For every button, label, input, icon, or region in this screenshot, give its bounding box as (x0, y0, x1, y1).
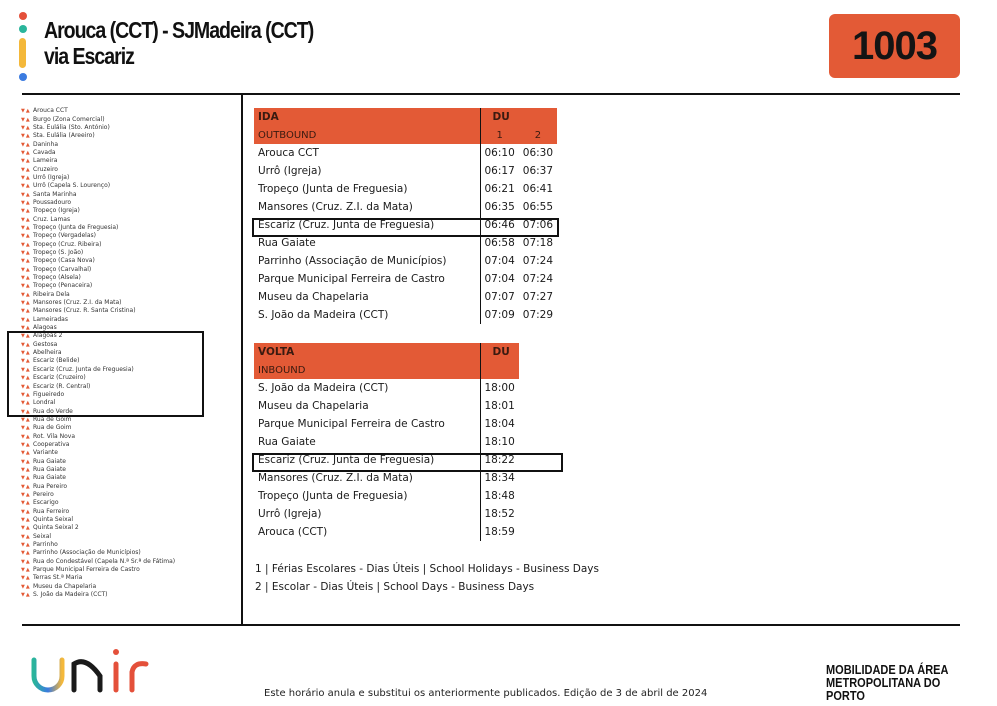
route-stop-item (21, 291, 231, 299)
amp-logo-line2: METROPOLITANA DO PORTO (826, 676, 941, 703)
direction-arrows-icon: ▼ ▲ (21, 391, 30, 398)
route-stop-item (21, 257, 231, 265)
direction-arrows-icon: ▼ ▲ (21, 183, 30, 190)
route-stop-label: Tropeço (Penaceira) (33, 282, 93, 290)
inbound-row (254, 379, 519, 397)
outbound-col2-label: 2 (519, 126, 557, 144)
direction-arrows-icon: ▼ ▲ (21, 375, 30, 382)
outbound-time-1: 07:07 (484, 291, 515, 303)
direction-arrows-icon: ▼ ▲ (21, 216, 30, 223)
direction-arrows-icon: ▼ ▲ (21, 158, 30, 165)
route-stop-item (21, 165, 231, 173)
route-stop-item (21, 549, 231, 557)
inbound-stop-name: Mansores (Cruz. Z.I. da Mata) (254, 469, 480, 487)
outbound-stop-name: Museu da Chapelaria (254, 288, 480, 306)
inbound-header-row (254, 343, 519, 361)
direction-arrows-icon: ▼ ▲ (21, 283, 30, 290)
route-stop-label: Rua Pereiro (33, 482, 68, 490)
route-stop-item (21, 591, 231, 599)
route-stop-label: Ribeira Dela (33, 290, 70, 298)
route-stop-label: Gestosa (33, 340, 58, 348)
direction-arrows-icon: ▼ ▲ (21, 141, 30, 148)
route-stop-label: Santa Marinha (33, 190, 77, 198)
direction-arrows-icon: ▼ ▲ (21, 542, 30, 549)
route-stop-label: Cruzeiro (33, 165, 58, 173)
route-stop-item (21, 441, 231, 449)
inbound-time-1: 18:48 (484, 490, 515, 502)
inbound-time-1: 18:01 (484, 400, 515, 412)
outbound-time-2: 07:27 (522, 291, 554, 303)
route-stop-label: Museu da Chapelaria (33, 582, 97, 590)
route-stop-item (21, 574, 231, 582)
route-stop-label: Parrinho (33, 541, 58, 549)
route-stop-label: Tropeço (Junta de Freguesia) (33, 223, 119, 231)
direction-arrows-icon: ▼ ▲ (21, 191, 30, 198)
route-title (44, 17, 313, 69)
direction-arrows-icon: ▼ ▲ (21, 208, 30, 215)
direction-arrows-icon: ▼ ▲ (21, 333, 30, 340)
inbound-stop-name: Urrô (Igreja) (254, 505, 480, 523)
route-stop-label: Cavada (33, 148, 56, 156)
route-stop-item (21, 124, 231, 132)
direction-arrows-icon: ▼ ▲ (21, 174, 30, 181)
brand-dots-icon (18, 12, 28, 82)
stops-highlight-box (7, 331, 204, 417)
route-stop-label: Cooperativa (33, 440, 70, 448)
direction-arrows-icon: ▼ ▲ (21, 149, 30, 156)
direction-arrows-icon: ▼ ▲ (21, 491, 30, 498)
direction-arrows-icon: ▼ ▲ (21, 250, 30, 257)
note-school-holidays: 1 | Férias Escolares - Dias Úteis | School Holidays - Business Days (255, 563, 599, 575)
outbound-row (254, 162, 557, 180)
route-stop-label: Parque Municipal Ferreira de Castro (33, 566, 140, 574)
route-stop-label: Rua de Goim (33, 415, 72, 423)
route-stop-label: S. João da Madeira (CCT) (33, 591, 108, 599)
route-stop-label: Londral (33, 399, 56, 407)
route-stop-item (21, 274, 231, 282)
outbound-row (254, 144, 557, 162)
route-stop-item (21, 566, 231, 574)
route-stop-label: Tropeço (Cruz. Ribeira) (33, 240, 102, 248)
direction-arrows-icon: ▼ ▲ (21, 567, 30, 574)
route-stop-label: Rua Gaiate (33, 457, 66, 465)
direction-arrows-icon: ▼ ▲ (21, 592, 30, 599)
route-stop-label: Mansores (Cruz. R. Santa Cristina) (33, 307, 136, 315)
route-stop-label: Cruz. Lamas (33, 215, 71, 223)
route-stop-label: Pereiro (33, 490, 54, 498)
inbound-subheader-row (254, 361, 519, 379)
teal-dot-icon (19, 25, 27, 33)
route-stop-label: Parrinho (Associação de Municípios) (33, 549, 141, 557)
route-stop-label: Tropeço (Vergadelas) (33, 232, 96, 240)
route-stop-label: Escariz (Cruz. Junta de Freguesia) (33, 365, 134, 373)
route-stop-item (21, 466, 231, 474)
outbound-time-2: 07:06 (522, 219, 554, 231)
outbound-col1-label: 1 (480, 126, 519, 144)
outbound-sublabel: OUTBOUND (254, 126, 480, 144)
direction-arrows-icon: ▼ ▲ (21, 383, 30, 390)
direction-arrows-icon: ▼ ▲ (21, 275, 30, 282)
route-stop-item (21, 316, 231, 324)
route-stop-label: Variante (33, 449, 58, 457)
inbound-row (254, 505, 519, 523)
route-stop-item (21, 157, 231, 165)
route-stop-label: Sta. Eulália (Areeiro) (33, 132, 95, 140)
route-stop-label: Alagoas 2 (33, 332, 63, 340)
inbound-sublabel: INBOUND (254, 361, 480, 379)
inbound-time-1: 18:34 (484, 472, 515, 484)
red-dot-icon (19, 12, 27, 20)
direction-arrows-icon: ▼ ▲ (21, 416, 30, 423)
route-stop-label: Urrô (Igreja) (33, 173, 70, 181)
route-stop-label: Rua Gaiate (33, 474, 66, 482)
direction-arrows-icon: ▼ ▲ (21, 458, 30, 465)
inbound-row (254, 433, 519, 451)
route-stop-item (21, 115, 231, 123)
direction-arrows-icon: ▼ ▲ (21, 366, 30, 373)
route-stop-item (21, 140, 231, 148)
outbound-row (254, 288, 557, 306)
inbound-time-1: 18:00 (484, 382, 515, 394)
direction-arrows-icon: ▼ ▲ (21, 425, 30, 432)
unir-logo-icon (30, 646, 155, 696)
route-stop-label: Abelheira (33, 349, 62, 357)
inbound-row (254, 415, 519, 433)
outbound-time-1: 07:09 (484, 309, 515, 321)
direction-arrows-icon: ▼ ▲ (21, 258, 30, 265)
outbound-time-1: 06:46 (484, 219, 515, 231)
direction-arrows-icon: ▼ ▲ (21, 550, 30, 557)
inbound-highlight-row (252, 453, 563, 472)
outbound-time-2: 07:24 (522, 255, 554, 267)
route-stop-item (21, 182, 231, 190)
edition-notice: Este horário anula e substitui os anteriormente publicados. Edição de 3 de abril de 2024 (264, 688, 708, 699)
route-stop-item (21, 424, 231, 432)
outbound-row (254, 306, 557, 324)
route-stop-item (21, 232, 231, 240)
inbound-stop-name: Escariz (Cruz. Junta de Freguesia) (254, 451, 480, 469)
inbound-stop-name: Arouca (CCT) (254, 523, 480, 541)
outbound-stop-name: Escariz (Cruz. Junta de Freguesia) (254, 216, 480, 234)
route-stop-item (21, 224, 231, 232)
inbound-schedule-table (254, 343, 519, 541)
route-stop-item (21, 432, 231, 440)
route-stop-label: Tropeço (Igreja) (33, 207, 80, 215)
route-stop-item (21, 558, 231, 566)
route-stop-item (21, 199, 231, 207)
direction-arrows-icon: ▼ ▲ (21, 500, 30, 507)
direction-arrows-icon: ▼ ▲ (21, 350, 30, 357)
route-stop-label: Tropeço (Carvalhal) (33, 265, 92, 273)
route-stop-label: Escarigo (33, 499, 59, 507)
direction-arrows-icon: ▼ ▲ (21, 133, 30, 140)
inbound-row (254, 523, 519, 541)
direction-arrows-icon: ▼ ▲ (21, 316, 30, 323)
outbound-stop-name: Tropeço (Junta de Freguesia) (254, 180, 480, 198)
route-stop-item (21, 107, 231, 115)
inbound-stop-name: Parque Municipal Ferreira de Castro (254, 415, 480, 433)
inbound-time-1: 18:22 (484, 454, 515, 466)
direction-arrows-icon: ▼ ▲ (21, 241, 30, 248)
outbound-time-1: 07:04 (484, 255, 515, 267)
route-stop-item (21, 516, 231, 524)
route-stop-label: Rua de Goim (33, 424, 72, 432)
route-stop-label: Rua Ferreiro (33, 507, 70, 515)
direction-arrows-icon: ▼ ▲ (21, 433, 30, 440)
outbound-stop-name: Parrinho (Associação de Municípios) (254, 252, 480, 270)
outbound-stop-name: Arouca CCT (254, 144, 480, 162)
amp-logo (826, 664, 976, 703)
direction-arrows-icon: ▼ ▲ (21, 266, 30, 273)
outbound-time-2: 06:55 (522, 201, 554, 213)
route-title-line2: via Escariz (44, 43, 134, 69)
route-stop-label: Urrô (Capela S. Lourenço) (33, 182, 111, 190)
direction-arrows-icon: ▼ ▲ (21, 308, 30, 315)
blue-dot-icon (19, 73, 27, 81)
route-stop-item (21, 215, 231, 223)
outbound-stop-name: Mansores (Cruz. Z.I. da Mata) (254, 198, 480, 216)
inbound-row (254, 487, 519, 505)
route-stop-label: Quinta Seixal 2 (33, 524, 79, 532)
outbound-label: IDA (254, 108, 480, 126)
route-stop-item (21, 149, 231, 157)
route-stop-label: Figueiredo (33, 390, 65, 398)
direction-arrows-icon: ▼ ▲ (21, 466, 30, 473)
route-stop-label: Tropeço (S. João) (33, 249, 84, 257)
route-stop-item (21, 491, 231, 499)
outbound-header-row (254, 108, 557, 126)
route-stop-label: Arouca CCT (33, 107, 68, 115)
outbound-time-1: 06:10 (484, 147, 515, 159)
route-stop-item (21, 499, 231, 507)
route-stop-item (21, 449, 231, 457)
outbound-schedule-table (254, 108, 557, 324)
route-stop-label: Lameira (33, 157, 58, 165)
direction-arrows-icon: ▼ ▲ (21, 325, 30, 332)
outbound-time-1: 06:58 (484, 237, 515, 249)
inbound-time-1: 18:52 (484, 508, 515, 520)
direction-arrows-icon: ▼ ▲ (21, 233, 30, 240)
direction-arrows-icon: ▼ ▲ (21, 525, 30, 532)
outbound-time-1: 06:35 (484, 201, 515, 213)
route-stop-label: Daninha (33, 140, 59, 148)
direction-arrows-icon: ▼ ▲ (21, 199, 30, 206)
direction-arrows-icon: ▼ ▲ (21, 341, 30, 348)
inbound-day-label: DU (480, 343, 519, 361)
direction-arrows-icon: ▼ ▲ (21, 583, 30, 590)
outbound-time-2: 06:41 (522, 183, 554, 195)
direction-arrows-icon: ▼ ▲ (21, 116, 30, 123)
route-stop-item (21, 541, 231, 549)
outbound-time-2: 07:18 (522, 237, 554, 249)
route-stop-label: Rua do Verde (33, 407, 73, 415)
outbound-highlight-row (252, 218, 559, 237)
outbound-time-1: 06:17 (484, 165, 515, 177)
inbound-stop-name: S. João da Madeira (CCT) (254, 379, 480, 397)
schedule-notes (255, 560, 599, 596)
inbound-label: VOLTA (254, 343, 480, 361)
outbound-subheader-row (254, 126, 557, 144)
outbound-time-2: 07:29 (522, 309, 554, 321)
outbound-stop-name: Rua Gaiate (254, 234, 480, 252)
yellow-bar-icon (19, 38, 26, 68)
route-stop-label: Burgo (Zona Comercial) (33, 115, 105, 123)
route-stop-item (21, 299, 231, 307)
inbound-stop-name: Museu da Chapelaria (254, 397, 480, 415)
route-stop-item (21, 249, 231, 257)
direction-arrows-icon: ▼ ▲ (21, 166, 30, 173)
inbound-row (254, 397, 519, 415)
top-divider (22, 93, 960, 95)
route-stop-label: Rua Gaiate (33, 465, 66, 473)
outbound-time-1: 06:21 (484, 183, 515, 195)
inbound-time-1: 18:59 (484, 526, 515, 538)
amp-logo-line1: MOBILIDADE DA ÁREA (826, 663, 949, 677)
inbound-time-1: 18:04 (484, 418, 515, 430)
direction-arrows-icon: ▼ ▲ (21, 558, 30, 565)
direction-arrows-icon: ▼ ▲ (21, 300, 30, 307)
vertical-divider (241, 93, 243, 626)
outbound-time-2: 06:37 (522, 165, 554, 177)
outbound-row (254, 252, 557, 270)
direction-arrows-icon: ▼ ▲ (21, 224, 30, 231)
route-stop-item (21, 533, 231, 541)
outbound-stop-name: Parque Municipal Ferreira de Castro (254, 270, 480, 288)
outbound-time-2: 07:24 (522, 273, 554, 285)
route-stop-item (21, 207, 231, 215)
outbound-time-1: 07:04 (484, 273, 515, 285)
direction-arrows-icon: ▼ ▲ (21, 483, 30, 490)
direction-arrows-icon: ▼ ▲ (21, 400, 30, 407)
route-stop-item (21, 174, 231, 182)
route-stop-item (21, 508, 231, 516)
route-stop-label: Rua do Condestável (Capela N.ª Sr.ª de Fátima) (33, 557, 176, 565)
route-stop-label: Escariz (Belide) (33, 357, 80, 365)
direction-arrows-icon: ▼ ▲ (21, 475, 30, 482)
route-stop-item (21, 482, 231, 490)
direction-arrows-icon: ▼ ▲ (21, 441, 30, 448)
route-stop-label: Tropeço (Casa Nova) (33, 257, 95, 265)
outbound-day-label: DU (480, 108, 557, 126)
direction-arrows-icon: ▼ ▲ (21, 358, 30, 365)
route-stop-label: Quinta Seixal (33, 516, 73, 524)
direction-arrows-icon: ▼ ▲ (21, 408, 30, 415)
direction-arrows-icon: ▼ ▲ (21, 450, 30, 457)
route-stop-item (21, 524, 231, 532)
route-stop-label: Seixal (33, 532, 52, 540)
route-stop-item (21, 132, 231, 140)
route-stop-item (21, 282, 231, 290)
inbound-time-1: 18:10 (484, 436, 515, 448)
outbound-stop-name: Urrô (Igreja) (254, 162, 480, 180)
direction-arrows-icon: ▼ ▲ (21, 291, 30, 298)
route-stop-item (21, 583, 231, 591)
route-stop-label: Terras St.ª Maria (33, 574, 83, 582)
direction-arrows-icon: ▼ ▲ (21, 533, 30, 540)
route-stop-item (21, 266, 231, 274)
route-stop-label: Mansores (Cruz. Z.I. da Mata) (33, 299, 122, 307)
direction-arrows-icon: ▼ ▲ (21, 124, 30, 131)
route-title-line1: Arouca (CCT) - SJMadeira (CCT) (44, 17, 314, 43)
inbound-stop-name: Tropeço (Junta de Freguesia) (254, 487, 480, 505)
route-stop-label: Alagoas (33, 324, 57, 332)
direction-arrows-icon: ▼ ▲ (21, 508, 30, 515)
direction-arrows-icon: ▼ ▲ (21, 108, 30, 115)
route-stop-label: Escariz (Cruzeiro) (33, 374, 86, 382)
outbound-row (254, 198, 557, 216)
route-stop-label: Tropeço (Alsela) (33, 274, 81, 282)
route-stop-item (21, 474, 231, 482)
outbound-stop-name: S. João da Madeira (CCT) (254, 306, 480, 324)
note-school-days: 2 | Escolar - Dias Úteis | School Days - Business Days (255, 581, 535, 593)
route-stop-label: Lameiradas (33, 315, 68, 323)
route-stop-item (21, 457, 231, 465)
route-stop-label: Escariz (R. Central) (33, 382, 91, 390)
direction-arrows-icon: ▼ ▲ (21, 575, 30, 582)
route-stop-item (21, 190, 231, 198)
route-number-badge: 1003 (829, 14, 960, 78)
outbound-row (254, 180, 557, 198)
route-stop-label: Rot. Vila Nova (33, 432, 76, 440)
inbound-stop-name: Rua Gaiate (254, 433, 480, 451)
route-stop-label: Sta. Eulália (Sto. António) (33, 123, 110, 131)
bottom-divider (22, 624, 960, 626)
route-stop-item (21, 307, 231, 315)
route-stop-label: Poussadouro (33, 198, 72, 206)
route-stop-item (21, 241, 231, 249)
direction-arrows-icon: ▼ ▲ (21, 517, 30, 524)
outbound-row (254, 270, 557, 288)
outbound-time-2: 06:30 (522, 147, 554, 159)
